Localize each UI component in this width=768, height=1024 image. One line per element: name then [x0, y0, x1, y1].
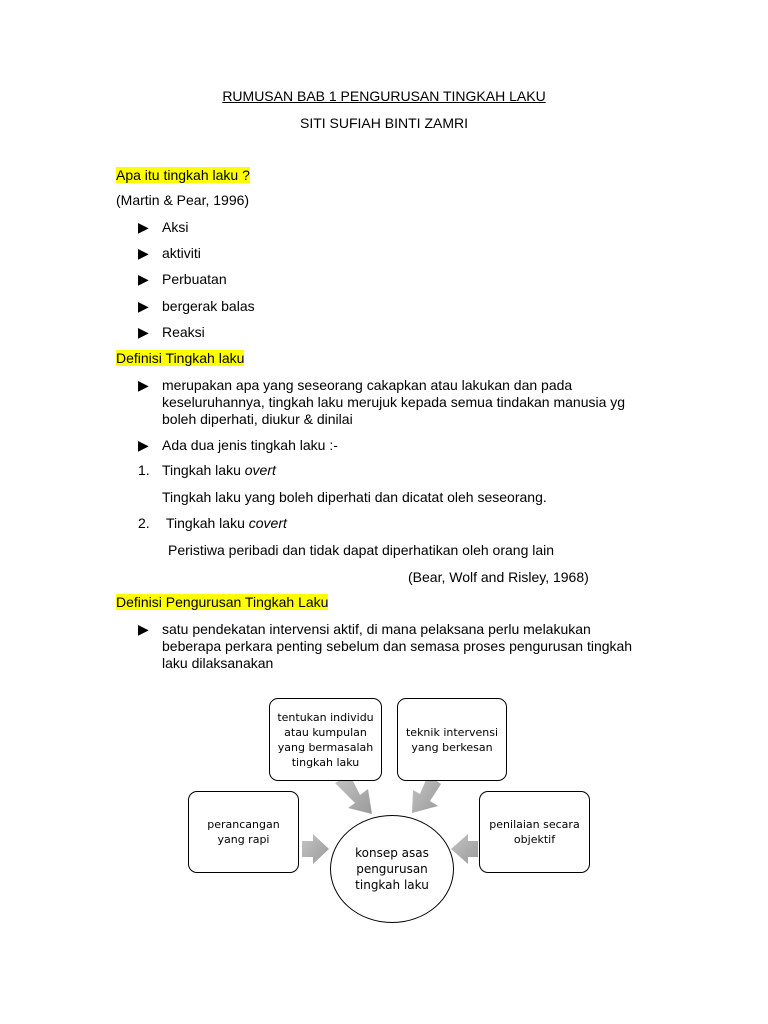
bullet-icon: ▶: [138, 298, 149, 314]
diagram-box-planning: perancangan yang rapi: [188, 791, 299, 873]
types-intro: Ada dua jenis tingkah laku :-: [162, 437, 338, 453]
citation-martin-pear: (Martin & Pear, 1996): [116, 192, 250, 208]
management-paragraph: satu pendekatan intervensi aktif, di mana pelaksana perlu melakukan beberapa perkara penting sebelum dan semasa proses pengurusan tingkah laku dilaksanakan: [162, 621, 633, 671]
section-heading-what-is: Apa itu tingkah laku ?: [116, 167, 250, 183]
bullet-icon: ▶: [138, 324, 149, 340]
type1-term: overt: [244, 462, 276, 478]
document-title: RUMUSAN BAB 1 PENGURUSAN TINGKAH LAKU: [222, 88, 546, 104]
list-item: Reaksi: [162, 324, 205, 340]
diagram-box-evaluation: penilaian secara objektif: [479, 791, 590, 873]
type1-number: 1.: [138, 462, 150, 478]
type2-label: Tingkah laku covert: [166, 515, 287, 531]
document-author: SITI SUFIAH BINTI ZAMRI: [299, 115, 468, 131]
list-item: Aksi: [162, 219, 189, 235]
diagram-box-identify: tentukan individu atau kumpulan yang bermasalah tingkah laku: [269, 698, 382, 781]
type1-label: Tingkah laku overt: [162, 462, 276, 478]
list-item: aktiviti: [162, 245, 201, 261]
bullet-icon: ▶: [138, 621, 149, 637]
diagram-center-circle: konsep asas pengurusan tingkah laku: [330, 815, 454, 923]
list-item: Perbuatan: [162, 271, 227, 287]
section-heading-management: Definisi Pengurusan Tingkah Laku: [116, 594, 329, 610]
bullet-icon: ▶: [138, 219, 149, 235]
type1-description: Tingkah laku yang boleh diperhati dan dicatat oleh seseorang.: [162, 489, 547, 505]
bullet-icon: ▶: [138, 271, 149, 287]
type2-description: Peristiwa peribadi dan tidak dapat diperhatikan oleh orang lain: [168, 542, 555, 558]
diagram-box-technique: teknik intervensi yang berkesan: [397, 698, 507, 781]
arrow-right: [451, 834, 478, 864]
citation-bear-wolf: (Bear, Wolf and Risley, 1968): [408, 569, 589, 585]
section-heading-definition: Definisi Tingkah laku: [116, 350, 245, 366]
bullet-icon: ▶: [138, 377, 149, 393]
type2-number: 2.: [138, 515, 150, 531]
bullet-icon: ▶: [138, 437, 149, 453]
arrow-left: [302, 834, 329, 864]
list-item: bergerak balas: [162, 298, 255, 314]
definition-paragraph: merupakan apa yang seseorang cakapkan atau lakukan dan pada keseluruhannya, tingkah laku merujuk kepada semua tindakan manusia yg boleh diperhati, diukur & dinilai: [162, 377, 626, 427]
bullet-icon: ▶: [138, 245, 149, 261]
type2-term: covert: [248, 515, 287, 531]
